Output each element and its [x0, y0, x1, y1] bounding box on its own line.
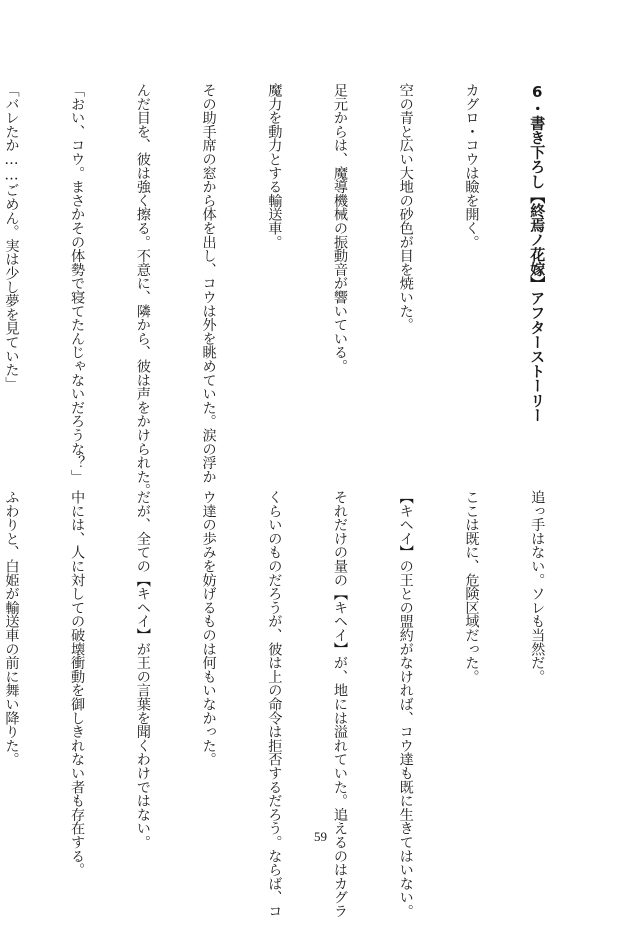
text-line: んだ目を、彼は強く擦る。不意に、隣から、彼は声をかけられた。 [134, 83, 151, 498]
text-line: 空の青と広い大地の砂色が目を焼いた。 [397, 83, 414, 332]
text-line: 「おい、コウ。まさかその体勢で寝てたんじゃないだろうな？」 [69, 83, 86, 484]
text-line: ウ達の歩みを妨げるものは何もいなかった。 [200, 490, 217, 767]
lower-text-block [3, 490, 591, 918]
text-line: カグロ・コウは瞼を開く。 [463, 83, 480, 249]
text-line: それだけの量の【キヘイ】が、地には溢れていた。追えるのはカグラ [332, 490, 349, 918]
text-line: 中には、人に対しての破壊衝動を御しきれない者も存在する。 [69, 490, 86, 877]
chapter-heading: 6・書き下ろし【終焉ノ花嫁】アフターストーリー [528, 83, 547, 422]
text-line: くらいのものだろうが、彼は上の命令は拒否するだろう。ならば、コ [266, 490, 283, 918]
text-line: ここは既に、危険区域だった。 [463, 490, 480, 684]
text-line: だが、全ての【キヘイ】が王の言葉を聞くわけではない。 [134, 490, 151, 849]
text-line: 「バレたか……ごめん。実は少し夢を見ていた」 [3, 83, 20, 391]
upper-text-block [3, 83, 591, 498]
text-line: 足元からは、魔導機械の振動音が響いている。 [332, 83, 349, 373]
text-line: ふわりと、白姫が輸送車の前に舞い降りた。 [3, 490, 20, 767]
text-line: 追っ手はない。ソレも当然だ。 [529, 490, 546, 684]
page-number: 59 [314, 829, 327, 844]
text-line: 【キヘイ】の王との盟約がなければ、コウ達も既に生きてはいない。 [397, 490, 414, 918]
text-line: その助手席の窓から体を出し、コウは外を眺めていた。涙の浮か [200, 83, 217, 484]
text-line: 魔力を動力とする輸送車。 [266, 83, 283, 249]
